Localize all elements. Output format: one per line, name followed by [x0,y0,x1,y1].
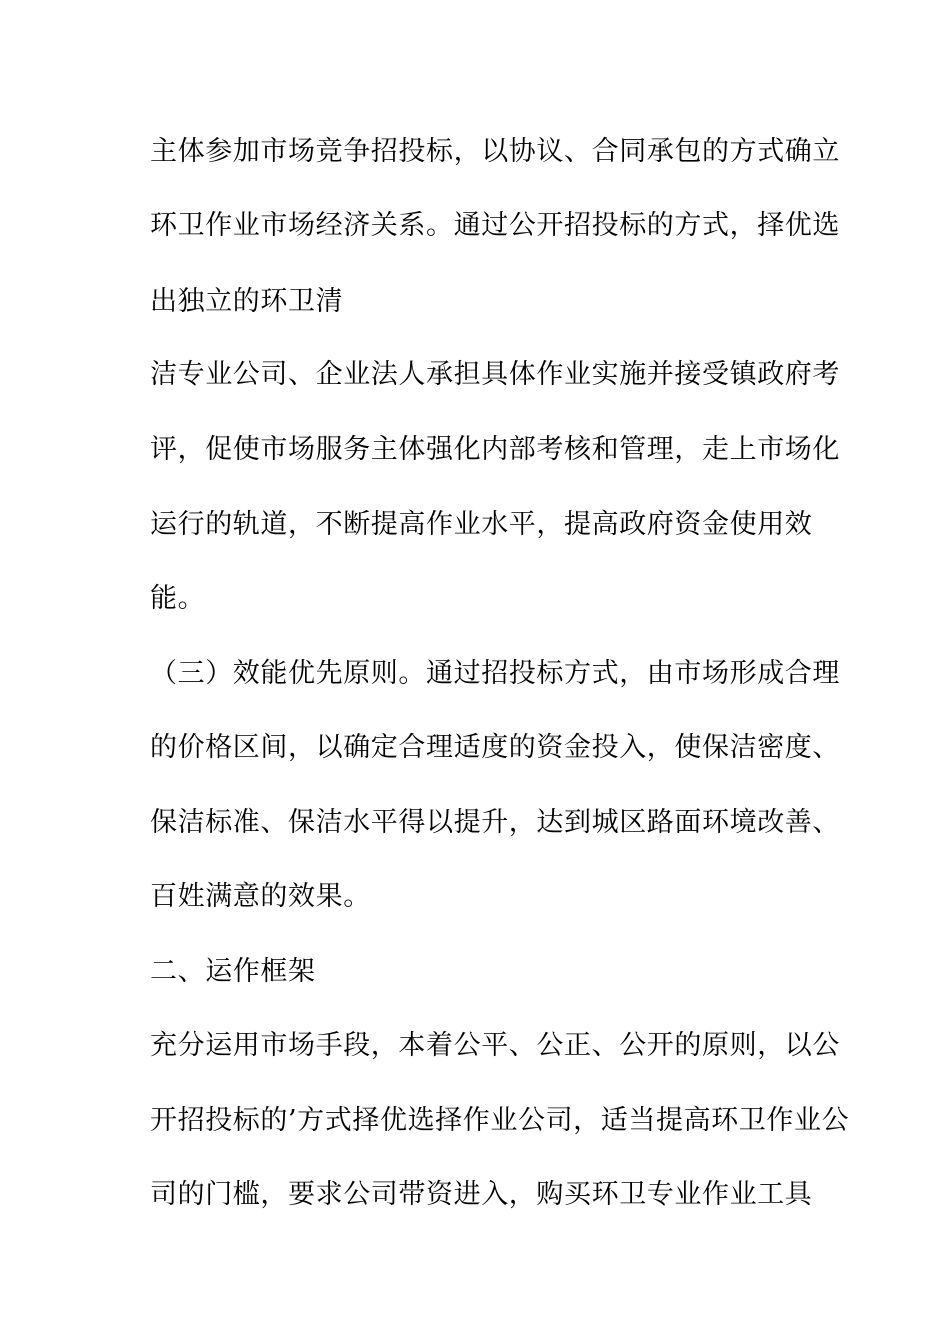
text-line: 评，促使市场服务主体强化内部考核和管理，走上市场化 [150,434,840,465]
section-heading: 二、运作框架 [150,956,316,987]
text-line: 充分运用市场手段，本着公平、公正、公开的原则，以公 [150,1030,840,1061]
text-line: 的价格区间，以确定合理适度的资金投入，使保洁密度、 [150,732,840,763]
text-line: 环卫作业市场经济关系。通过公开招投标的方式，择优选 [150,210,840,241]
text-line: 主体参加市场竞争招投标，以协议、合同承包的方式确立 [150,136,840,167]
text-line: 出独立的环卫清 [150,286,344,317]
text-line: 运行的轨道，不断提高作业水平，提高政府资金使用效 [150,509,813,540]
text-line: 洁专业公司、企业法人承担具体作业实施并接受镇政府考 [150,359,840,390]
text-line: 百姓满意的效果。 [150,881,371,912]
text-line: 司的门槛，要求公司带资进入，购买环卫专业作业工具 [150,1179,813,1210]
text-line: 能。 [150,583,206,614]
section-heading: （三）效能优先原则。通过招投标方式，由市场形成合理 [150,658,840,689]
text-line: 开招投标的’方式择优选择作业公司，适当提高环卫作业公 [150,1105,850,1136]
text-line: 保洁标准、保洁水平得以提升，达到城区路面环境改善、 [150,807,840,838]
